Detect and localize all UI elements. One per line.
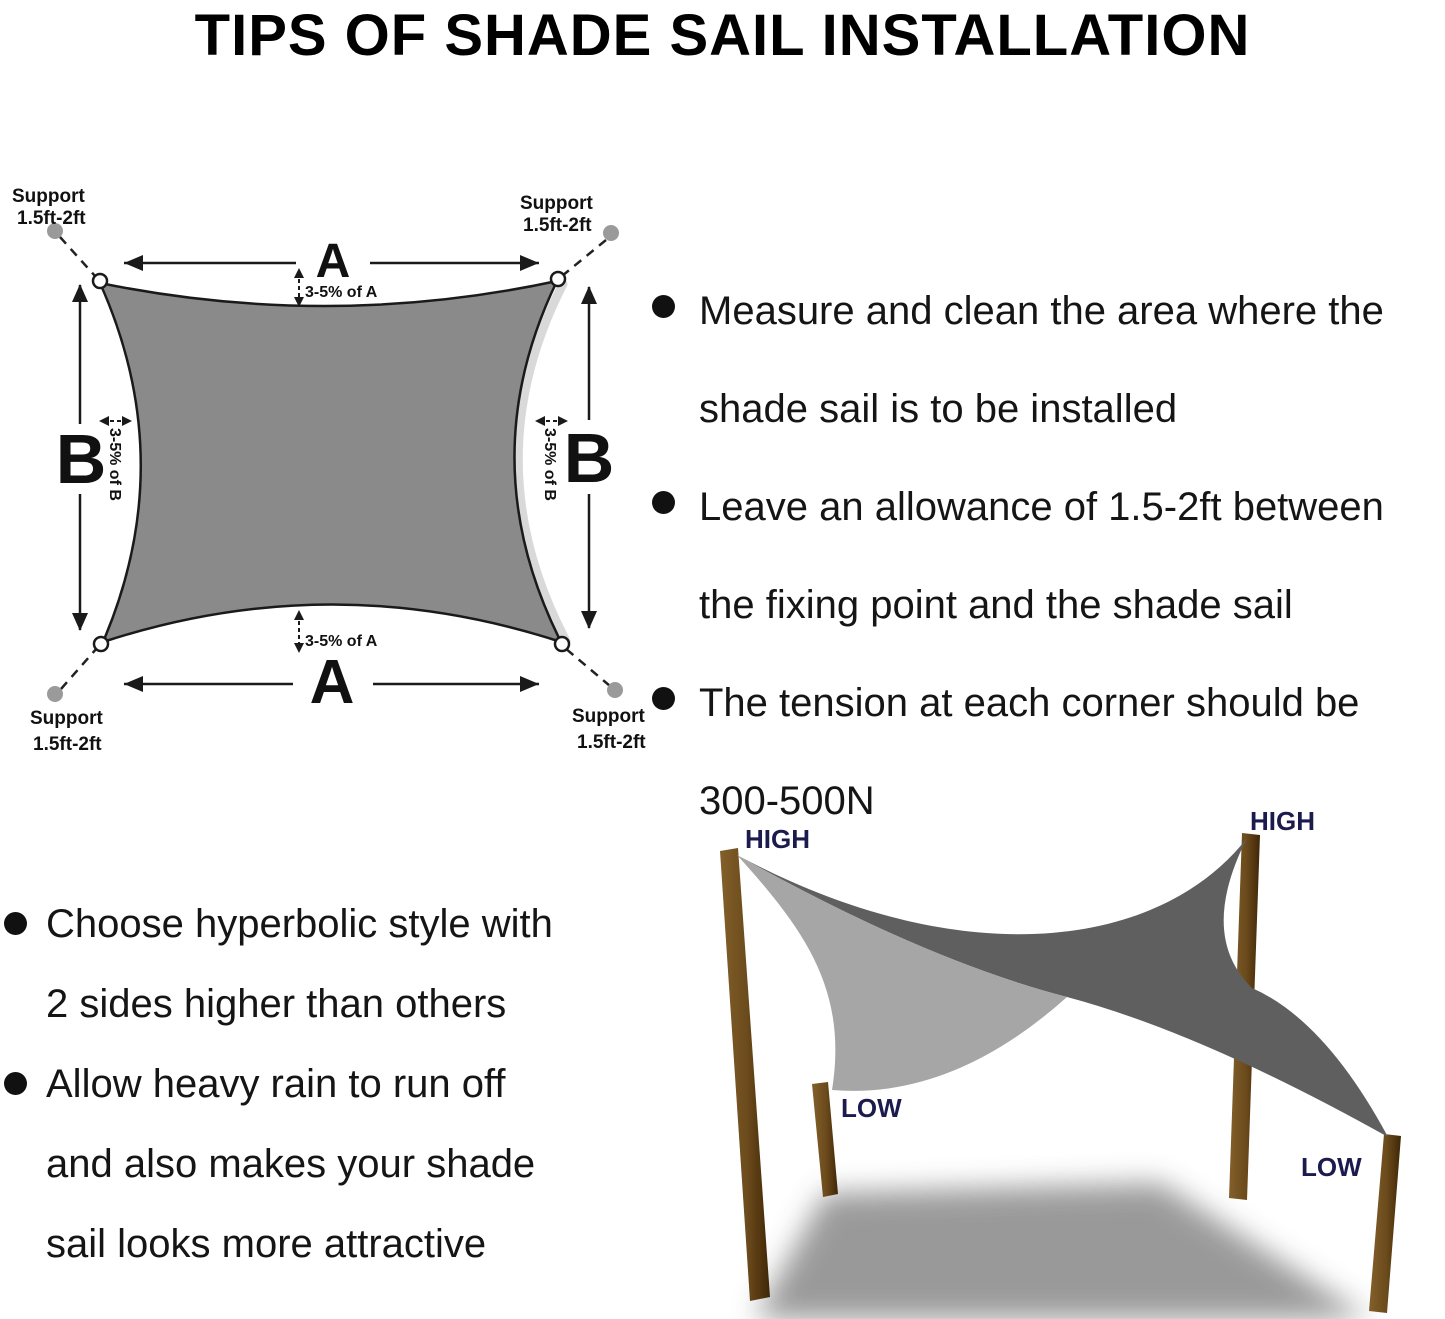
tip-text: and also makes your shade <box>46 1141 536 1186</box>
sag-b-label-left: 3-5% of B <box>106 428 123 501</box>
anchor-dot-top-right <box>603 225 619 241</box>
arrowhead-up-icon <box>294 268 304 278</box>
arrowhead-down-icon <box>581 611 597 629</box>
sag-a-label-bottom: 3-5% of A <box>305 633 378 650</box>
corner-ring-bottom-right <box>555 637 569 651</box>
side-a-label-top: A <box>315 235 351 288</box>
arrowhead-up-icon <box>72 284 88 302</box>
corner-ring-bottom-left <box>94 637 108 651</box>
list-item <box>652 262 1445 458</box>
bullet-icon <box>652 295 675 318</box>
side-b-label-right: B <box>563 419 615 497</box>
tip-text: Measure and clean the area where the <box>699 288 1384 333</box>
page-title: TIPS OF SHADE SAIL INSTALLATION <box>194 3 1251 68</box>
tip-text: sail looks more attractive <box>46 1221 487 1266</box>
arrowhead-right-icon <box>122 416 132 426</box>
list-item <box>652 458 1445 654</box>
support-label-bottom-right: Support <box>572 706 645 727</box>
high-label-left: HIGH <box>745 824 810 854</box>
post-low-left <box>812 1082 838 1197</box>
anchor-dot-bottom-left <box>47 686 63 702</box>
side-b-label-left: B <box>55 420 107 498</box>
support-label-top-right: Support <box>520 193 593 214</box>
tether-line-top-right <box>562 240 606 276</box>
arrowhead-right-icon <box>520 255 539 271</box>
tip-text: Allow heavy rain to run off <box>46 1061 506 1106</box>
arrowhead-right-icon <box>520 676 539 692</box>
arrowhead-left-icon <box>124 676 143 692</box>
sag-a-label-top: 3-5% of A <box>305 284 378 301</box>
side-a-label-bottom: A <box>309 648 355 717</box>
tip-text: 300-500N <box>699 778 875 823</box>
style-tips-list <box>4 884 644 1284</box>
hyperbolic-sail-illustration <box>650 780 1445 1319</box>
support-distance-bottom-right: 1.5ft-2ft <box>577 732 646 753</box>
support-distance-top-right: 1.5ft-2ft <box>523 215 592 236</box>
tether-line-bottom-right <box>565 648 610 686</box>
anchor-dot-bottom-right <box>607 682 623 698</box>
arrowhead-left-icon <box>124 255 143 271</box>
high-label-right: HIGH <box>1250 806 1315 836</box>
support-distance-top-left: 1.5ft-2ft <box>17 208 86 229</box>
post-low-right <box>1369 1134 1401 1313</box>
arrowhead-up-icon <box>581 286 597 304</box>
tip-text: The tension at each corner should be <box>699 680 1360 725</box>
sag-b-label-right: 3-5% of B <box>541 428 558 501</box>
list-item <box>4 1044 644 1284</box>
shade-sail-measurement-diagram <box>0 175 660 765</box>
installation-tips-list <box>652 262 1445 850</box>
bullet-icon <box>4 1072 27 1095</box>
bullet-icon <box>652 491 675 514</box>
support-label-top-left: Support <box>12 186 85 207</box>
tether-line-bottom-left <box>61 648 97 689</box>
arrowhead-down-icon <box>72 613 88 631</box>
arrowhead-down-icon <box>294 643 304 653</box>
tip-text: Choose hyperbolic style with <box>46 901 553 946</box>
arrowhead-left-icon <box>535 416 545 426</box>
corner-ring-top-right <box>551 272 565 286</box>
tip-text: 2 sides higher than others <box>46 981 507 1026</box>
support-distance-bottom-left: 1.5ft-2ft <box>33 734 102 755</box>
sail-ground-shadow <box>755 1183 1370 1319</box>
low-label-right: LOW <box>1301 1152 1362 1182</box>
tether-line-top-left <box>60 237 95 276</box>
low-label-left: LOW <box>841 1093 902 1123</box>
corner-ring-top-left <box>93 274 107 288</box>
support-label-bottom-left: Support <box>30 708 103 729</box>
shade-sail-shape <box>100 281 561 642</box>
bullet-icon <box>652 687 675 710</box>
tip-text: Leave an allowance of 1.5-2ft between <box>699 484 1384 529</box>
bullet-icon <box>4 912 27 935</box>
tip-text: the fixing point and the shade sail <box>699 582 1293 627</box>
arrowhead-up-icon <box>294 610 304 620</box>
post-high-left <box>720 848 770 1301</box>
list-item <box>4 884 644 1044</box>
tip-text: shade sail is to be installed <box>699 386 1178 431</box>
